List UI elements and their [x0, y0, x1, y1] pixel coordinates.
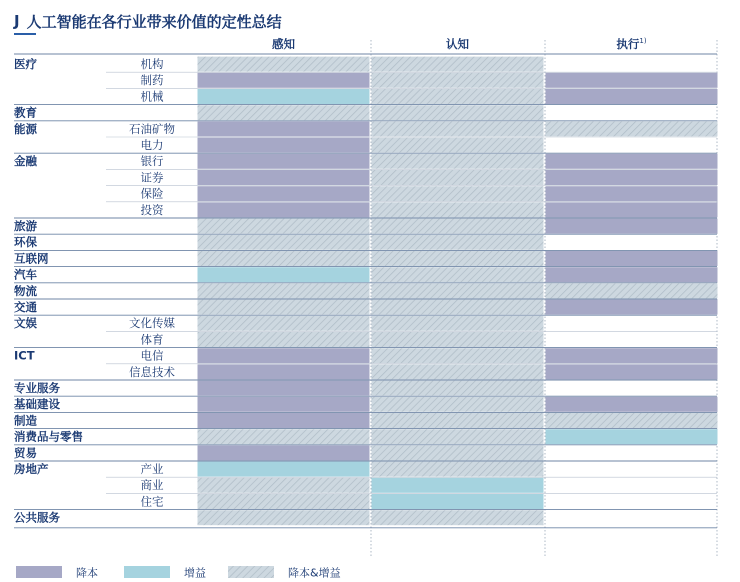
cell-15-2	[372, 283, 544, 298]
cell-18-2	[372, 332, 544, 347]
industry-label: 房地产	[14, 462, 49, 476]
cell-26-2	[372, 462, 544, 477]
cell-24-2	[372, 429, 544, 444]
cell-26-1	[198, 462, 370, 477]
industry-label: 金融	[14, 154, 37, 169]
cell-17-1	[198, 316, 370, 331]
cell-13-2	[372, 251, 544, 266]
industry-label: 基础建设	[14, 397, 60, 412]
cell-27-2	[372, 478, 544, 493]
cell-23-1	[198, 413, 370, 428]
cell-8-2	[372, 170, 544, 185]
industry-label: 医疗	[14, 57, 37, 71]
subsector-label: 制药	[140, 73, 164, 88]
cell-7-3	[546, 154, 718, 169]
cell-9-1	[198, 186, 370, 201]
industry-label: ICT	[14, 348, 35, 363]
cell-layer	[198, 57, 718, 526]
cell-5-3	[546, 121, 718, 136]
column-header-1: 感知	[272, 37, 295, 51]
subsector-label: 住宅	[140, 494, 164, 509]
cell-5-2	[372, 121, 544, 136]
cell-14-3	[546, 267, 718, 282]
industry-label: 交通	[14, 300, 37, 314]
cell-16-3	[546, 300, 718, 315]
cell-2-2	[372, 73, 544, 88]
cell-22-1	[198, 397, 370, 412]
cell-21-2	[372, 381, 544, 396]
cell-20-1	[198, 364, 370, 379]
industry-label: 贸易	[14, 445, 37, 460]
subsector-label: 电力	[140, 138, 164, 152]
cell-25-2	[372, 445, 544, 460]
legend-layer	[16, 566, 341, 580]
cell-2-1	[198, 73, 370, 88]
cell-10-1	[198, 202, 370, 217]
legend-label-2: 增益	[184, 566, 206, 580]
cell-3-2	[372, 89, 544, 104]
cell-16-2	[372, 300, 544, 315]
cell-21-1	[198, 381, 370, 396]
cell-9-2	[372, 186, 544, 201]
industry-label: 环保	[14, 235, 37, 250]
cell-16-1	[198, 300, 370, 315]
cell-14-2	[372, 267, 544, 282]
cell-9-3	[546, 186, 718, 201]
cell-7-1	[198, 154, 370, 169]
cell-4-2	[372, 105, 544, 120]
cell-25-1	[198, 445, 370, 460]
cell-19-2	[372, 348, 544, 363]
cell-3-1	[198, 89, 370, 104]
cell-19-1	[198, 348, 370, 363]
cell-12-2	[372, 235, 544, 250]
subsector-label: 体育	[140, 332, 164, 347]
cell-2-3	[546, 73, 718, 88]
cell-8-3	[546, 170, 718, 185]
cell-23-3	[546, 413, 718, 428]
title-mark: J	[14, 12, 20, 30]
industry-label: 文娱	[14, 316, 37, 331]
legend-label-3: 降本&增益	[288, 566, 341, 580]
cell-1-1	[198, 57, 370, 72]
title-text: 人工智能在各行业带来价值的定性总结	[26, 12, 282, 31]
subsector-label: 银行	[140, 154, 164, 169]
cell-19-3	[546, 348, 718, 363]
legend-swatch-1	[16, 566, 62, 578]
cell-28-1	[198, 494, 370, 509]
cell-27-1	[198, 478, 370, 493]
column-header-3: 执行$^{1)}$	[616, 37, 647, 51]
industry-label: 互联网	[14, 251, 49, 266]
cell-3-3	[546, 89, 718, 104]
legend-swatch-2	[124, 566, 170, 578]
cell-20-2	[372, 364, 544, 379]
subsector-label: 机构	[140, 57, 164, 71]
cell-8-1	[198, 170, 370, 185]
cell-28-2	[372, 494, 544, 509]
cell-20-3	[546, 364, 718, 379]
cell-11-3	[546, 219, 718, 234]
cell-17-2	[372, 316, 544, 331]
cell-5-1	[198, 121, 370, 136]
cell-12-1	[198, 235, 370, 250]
cell-6-2	[372, 138, 544, 153]
cell-11-1	[198, 219, 370, 234]
cell-11-2	[372, 219, 544, 234]
cell-18-1	[198, 332, 370, 347]
column-header-2: 认知	[446, 37, 469, 51]
industry-label: 旅游	[14, 219, 37, 233]
cell-13-3	[546, 251, 718, 266]
cell-24-3	[546, 429, 718, 444]
industry-label: 汽车	[14, 267, 37, 282]
cell-29-1	[198, 510, 370, 525]
industry-label: 消费品与零售	[14, 429, 83, 444]
cell-10-2	[372, 202, 544, 217]
cell-15-1	[198, 283, 370, 298]
industry-label: 能源	[14, 121, 37, 136]
industry-label: 公共服务	[14, 510, 60, 525]
subsector-label: 文化传媒	[129, 316, 175, 331]
legend-swatch-3	[228, 566, 274, 578]
cell-23-2	[372, 413, 544, 428]
subsector-label: 证券	[140, 170, 164, 185]
subsector-label: 电信	[140, 348, 164, 363]
cell-24-1	[198, 429, 370, 444]
subsector-label: 商业	[140, 478, 164, 493]
cell-14-1	[198, 267, 370, 282]
cell-15-3	[546, 283, 718, 298]
cell-6-1	[198, 138, 370, 153]
cell-4-1	[198, 105, 370, 120]
cell-22-2	[372, 397, 544, 412]
subsector-label: 信息技术	[129, 364, 175, 379]
subsector-label: 石油矿物	[129, 121, 175, 136]
cell-29-2	[372, 510, 544, 525]
industry-label: 教育	[14, 105, 37, 120]
subsector-label: 机械	[140, 89, 164, 104]
subsector-label: 保险	[140, 186, 164, 201]
cell-22-3	[546, 397, 718, 412]
legend-label-1: 降本	[76, 566, 98, 580]
industry-label: 制造	[14, 413, 37, 428]
cell-13-1	[198, 251, 370, 266]
cell-1-2	[372, 57, 544, 72]
subsector-label: 投资	[140, 202, 164, 217]
industry-label: 专业服务	[14, 381, 60, 395]
cell-10-3	[546, 202, 718, 217]
industry-label: 物流	[14, 283, 37, 298]
subsector-label: 产业	[140, 462, 164, 476]
cell-7-2	[372, 154, 544, 169]
